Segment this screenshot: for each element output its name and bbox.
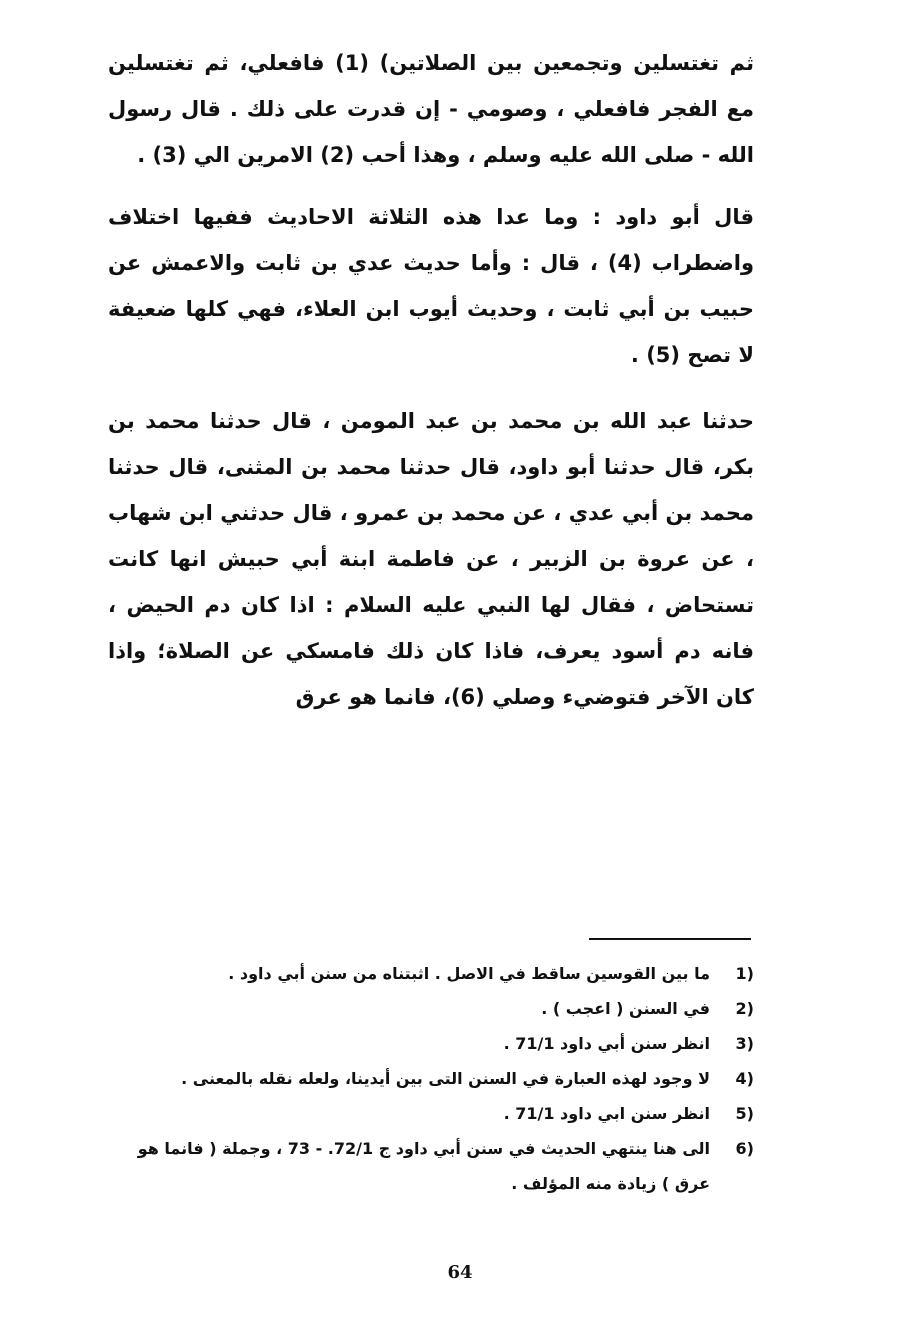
body-paragraph-3: حدثنا عبد الله بن محمد بن عبد المومن ، قال حدثنا محمد بن بكر، قال حدثنا أبو داود، قال حدثنا محمد بن المثنى، قال حدثنا محمد بن أبي عدي ، عن محمد بن عمرو ، قال حدثني ابن شهاب ، عن عروة بن الزبير ، عن فاطمة ابنة أبي حبيش انها كانت تستحاض ، فقال لها النبي عليه السلام : اذا كان دم الحيض ، فانه دم أسود يعرف، فاذا كان ذلك فامسكي عن الصلاة؛ واذا كان الآخر فتوضيء وصلي (6)، فانما هو عرق	[108, 409, 754, 709]
footnote-number: 4)	[735, 1069, 754, 1088]
footnote-2	[108, 991, 754, 1026]
footnote-4	[108, 1061, 754, 1096]
footnote-text: ما بين القوسين ساقط في الاصل . اثبتناه من سنن أبي داود .	[228, 964, 710, 983]
footnote-number: 1)	[735, 964, 754, 983]
footnote-text: انظر سنن ابي داود 71/1 .	[503, 1104, 710, 1123]
footnote-3	[108, 1026, 754, 1061]
body-paragraph-1: ثم تغتسلين وتجمعين بين الصلاتين) (1) فافعلي، ثم تغتسلين مع الفجر فافعلي ، وصومي - إن قدرت على ذلك . قال رسول الله - صلى الله عليه وسلم ، وهذا أحب (2) الامرين الي (3) .	[108, 51, 754, 167]
footnote-text: انظر سنن أبي داود 71/1 .	[503, 1034, 710, 1053]
footnote-5	[108, 1096, 754, 1131]
footnote-number: 5)	[735, 1104, 754, 1123]
footnote-text: الى هنا ينتهي الحديث في سنن أبي داود ج 72/1. - 73 ، وجملة ( فانما هو عرق ) زيادة منه المؤلف .	[137, 1139, 710, 1193]
footnote-6	[108, 1131, 754, 1201]
body-paragraph-2: قال أبو داود : وما عدا هذه الثلاثة الاحاديث ففيها اختلاف واضطراب (4) ، قال : وأما حديث عدي بن ثابت والاعمش عن حبيب بن أبي ثابت ، وحديث أيوب ابن العلاء، فهي كلها ضعيفة لا تصح (5) .	[108, 205, 755, 367]
footnote-number: 2)	[735, 999, 754, 1018]
footnote-text: في السنن ( اعجب ) .	[541, 999, 710, 1018]
page-number: 64	[447, 1262, 473, 1283]
footnotes-list	[108, 956, 754, 1201]
footnote-number: 3)	[735, 1034, 754, 1053]
footnote-number: 6)	[735, 1139, 754, 1158]
footnote-1	[108, 956, 754, 991]
footnote-separator	[589, 938, 751, 940]
footnote-text: لا وجود لهذه العبارة في السنن التى بين أيدينا، ولعله نقله بالمعنى .	[181, 1069, 710, 1088]
